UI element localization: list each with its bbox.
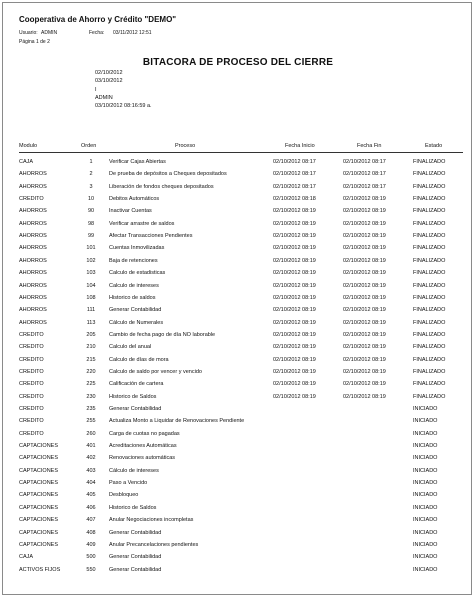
- cell-orden: 215: [86, 356, 96, 363]
- table-row: [3, 554, 471, 566]
- cell-orden: 111: [86, 307, 96, 314]
- cell-proceso: Cuentas Inmovilizadas: [109, 245, 165, 252]
- cell-proceso: Afectar Transacciones Pendientes: [109, 233, 193, 240]
- col-header-modulo: Modulo: [19, 143, 38, 149]
- cell-modulo: CREDITO: [19, 381, 44, 388]
- table-row: [3, 492, 471, 504]
- cell-fecha-inicio: 02/10/2012 08:18: [273, 196, 316, 203]
- cell-fecha-inicio: 02/10/2012 08:19: [273, 356, 316, 363]
- date-label: Fecha:: [89, 30, 105, 36]
- cell-modulo: CAPTACIONES: [19, 455, 59, 462]
- table-row: [3, 184, 471, 196]
- cell-proceso: Verificar arrastre de saldos: [109, 220, 175, 227]
- user-value: ADMIN: [41, 30, 58, 36]
- cell-orden: 210: [86, 344, 96, 351]
- cell-fecha-fin: 02/10/2012 08:19: [343, 245, 386, 252]
- cell-modulo: AHORROS: [19, 257, 47, 264]
- cell-modulo: AHORROS: [19, 270, 47, 277]
- table-row: [3, 320, 471, 332]
- cell-estado: FINALIZADO: [413, 159, 446, 165]
- col-header-orden: Orden: [81, 143, 97, 149]
- cell-orden: 402: [86, 455, 96, 462]
- cell-modulo: CREDITO: [19, 331, 44, 338]
- cell-proceso: Inactivar Cuentas: [109, 208, 152, 215]
- cell-estado: FINALIZADO: [413, 270, 446, 277]
- cell-orden: 103: [86, 270, 96, 277]
- col-header-proceso: Proceso: [175, 143, 196, 149]
- cell-fecha-inicio: 02/10/2012 08:19: [273, 319, 316, 326]
- cell-fecha-fin: 02/10/2012 08:19: [343, 319, 386, 326]
- cell-estado: FINALIZADO: [413, 245, 446, 252]
- cell-modulo: CREDITO: [19, 196, 44, 203]
- cell-estado: FINALIZADO: [413, 294, 446, 301]
- cell-modulo: CREDITO: [19, 418, 44, 425]
- cell-estado: FINALIZADO: [413, 196, 446, 203]
- table-row: [3, 196, 471, 208]
- header-divider: [19, 152, 463, 153]
- cell-modulo: CAPTACIONES: [19, 467, 59, 474]
- cell-fecha-inicio: 02/10/2012 08:19: [273, 393, 316, 400]
- table-row: [3, 381, 471, 393]
- col-header-estado: Estado: [425, 143, 443, 149]
- cell-orden: 2: [89, 171, 93, 178]
- cell-fecha-fin: 02/10/2012 08:19: [343, 294, 386, 301]
- cell-fecha-inicio: 02/10/2012 08:19: [273, 257, 316, 264]
- cell-fecha-inicio: 02/10/2012 08:19: [273, 294, 316, 301]
- cell-estado: INICIADO: [413, 566, 438, 573]
- cell-estado: FINALIZADO: [413, 368, 446, 375]
- info-value: 03/10/2012 08:16:59 a.: [95, 103, 152, 110]
- cell-orden: 255: [86, 418, 96, 425]
- cell-modulo: AHORROS: [19, 220, 47, 227]
- cell-fecha-fin: 02/10/2012 08:19: [343, 282, 386, 289]
- cell-fecha-fin: 02/10/2012 08:19: [343, 208, 386, 215]
- cell-modulo: CAJA: [19, 554, 34, 561]
- cell-modulo: AHORROS: [19, 319, 47, 326]
- table-row: [3, 394, 471, 406]
- cell-fecha-inicio: 02/10/2012 08:19: [273, 245, 316, 252]
- cell-proceso: Calificación de cartera: [109, 381, 164, 388]
- cell-fecha-inicio: 02/10/2012 08:19: [273, 381, 316, 388]
- date-value: 03/11/2012 12:51: [113, 30, 152, 36]
- table-row: [3, 567, 471, 579]
- cell-estado: INICIADO: [413, 430, 438, 437]
- table-row: [3, 159, 471, 171]
- cell-estado: INICIADO: [413, 541, 438, 548]
- cell-estado: FINALIZADO: [413, 233, 446, 240]
- cell-proceso: Desbloqueo: [109, 492, 139, 499]
- cell-orden: 550: [86, 566, 96, 573]
- cell-proceso: Calculo de saldo por vencer y vencido: [109, 368, 202, 375]
- cell-estado: FINALIZADO: [413, 220, 446, 227]
- cell-estado: INICIADO: [413, 554, 438, 561]
- cell-estado: INICIADO: [413, 517, 438, 524]
- cell-fecha-inicio: 02/10/2012 08:19: [273, 208, 316, 215]
- cell-proceso: Anular Precancelaciones pendientes: [109, 541, 199, 548]
- table-row: [3, 270, 471, 282]
- cell-estado: INICIADO: [413, 418, 438, 425]
- cell-orden: 404: [86, 480, 96, 487]
- cell-proceso: Cálculo de intereses: [109, 467, 159, 474]
- cell-fecha-fin: 02/10/2012 08:19: [343, 196, 386, 203]
- cell-estado: FINALIZADO: [413, 171, 446, 178]
- organization-name: Cooperativa de Ahorro y Crédito "DEMO": [19, 15, 177, 24]
- cell-proceso: Renovaciones automáticas: [109, 455, 176, 462]
- table-row: [3, 443, 471, 455]
- cell-modulo: CREDITO: [19, 344, 44, 351]
- cell-orden: 3: [89, 183, 93, 190]
- cell-fecha-fin: 02/10/2012 08:19: [343, 393, 386, 400]
- cell-modulo: CAPTACIONES: [19, 504, 59, 511]
- cell-proceso: Calculo de días de mora: [109, 356, 169, 363]
- cell-proceso: Anular Negociaciones incompletas: [109, 517, 194, 524]
- cell-estado: INICIADO: [413, 443, 438, 450]
- cell-fecha-inicio: 02/10/2012 08:19: [273, 368, 316, 375]
- cell-fecha-inicio: 02/10/2012 08:17: [273, 159, 316, 165]
- cell-modulo: AHORROS: [19, 282, 47, 289]
- page-number: Página 1 de 2: [19, 39, 50, 45]
- table-row: [3, 233, 471, 245]
- cell-orden: 104: [86, 282, 96, 289]
- cell-fecha-inicio: 02/10/2012 08:19: [273, 331, 316, 338]
- cell-orden: 235: [86, 406, 96, 412]
- cell-estado: INICIADO: [413, 504, 438, 511]
- cell-orden: 101: [86, 245, 96, 252]
- cell-estado: INICIADO: [413, 455, 438, 462]
- cell-proceso: Actualiza Monto a Liquidar de Renovaciones Pendiente: [109, 418, 245, 425]
- cell-proceso: Baja de retenciones: [109, 257, 158, 264]
- cell-estado: INICIADO: [413, 529, 438, 536]
- cell-fecha-fin: 02/10/2012 08:19: [343, 307, 386, 314]
- table-row: [3, 258, 471, 270]
- cell-proceso: Historico de Saldos: [109, 393, 157, 400]
- cell-estado: FINALIZADO: [413, 393, 446, 400]
- cell-estado: FINALIZADO: [413, 381, 446, 388]
- table-row: [3, 208, 471, 220]
- cell-orden: 108: [86, 294, 96, 301]
- cell-estado: INICIADO: [413, 492, 438, 499]
- cell-proceso: Paso a Vencido: [109, 480, 148, 487]
- cell-fecha-inicio: 02/10/2012 08:19: [273, 344, 316, 351]
- col-header-fecha-inicio: Fecha Inicio: [285, 143, 315, 149]
- cell-proceso: Acreditaciones Automáticas: [109, 443, 177, 450]
- cell-estado: INICIADO: [413, 406, 438, 412]
- cell-modulo: CREDITO: [19, 430, 44, 437]
- cell-modulo: CAPTACIONES: [19, 480, 59, 487]
- cell-fecha-inicio: 02/10/2012 08:19: [273, 307, 316, 314]
- cell-orden: 1: [89, 159, 93, 165]
- cell-fecha-fin: 02/10/2012 08:19: [343, 368, 386, 375]
- cell-fecha-fin: 02/10/2012 08:17: [343, 171, 386, 178]
- table-row: [3, 542, 471, 554]
- cell-orden: 102: [86, 257, 96, 264]
- cell-estado: FINALIZADO: [413, 319, 446, 326]
- cell-modulo: CREDITO: [19, 393, 44, 400]
- cell-proceso: Carga de cuotas no pagadas: [109, 430, 180, 437]
- info-value: 02/10/2012: [95, 70, 123, 76]
- cell-orden: 113: [86, 319, 96, 326]
- table-row: [3, 505, 471, 517]
- user-label: Usuario:: [19, 30, 38, 36]
- table-row: [3, 171, 471, 183]
- cell-modulo: AHORROS: [19, 233, 47, 240]
- table-row: [3, 344, 471, 356]
- cell-estado: FINALIZADO: [413, 183, 446, 190]
- cell-orden: 230: [86, 393, 96, 400]
- table-row: [3, 468, 471, 480]
- table-row: [3, 332, 471, 344]
- cell-modulo: CAPTACIONES: [19, 529, 59, 536]
- cell-estado: FINALIZADO: [413, 331, 446, 338]
- table-row: [3, 455, 471, 467]
- cell-fecha-fin: 02/10/2012 08:19: [343, 331, 386, 338]
- table-row: [3, 480, 471, 492]
- cell-estado: FINALIZADO: [413, 307, 446, 314]
- cell-modulo: CREDITO: [19, 406, 44, 412]
- cell-modulo: AHORROS: [19, 171, 47, 178]
- cell-proceso: Cálculo de Numerales: [109, 319, 164, 326]
- cell-modulo: AHORROS: [19, 183, 47, 190]
- cell-proceso: Verificar Cajas Abiertas: [109, 159, 166, 165]
- cell-fecha-inicio: 02/10/2012 08:19: [273, 270, 316, 277]
- cell-fecha-fin: 02/10/2012 08:19: [343, 220, 386, 227]
- cell-orden: 260: [86, 430, 96, 437]
- cell-fecha-inicio: 02/10/2012 08:19: [273, 220, 316, 227]
- table-row: [3, 517, 471, 529]
- cell-proceso: Liberación de fondos cheques depositados: [109, 183, 214, 190]
- cell-orden: 406: [86, 504, 96, 511]
- table-row: [3, 406, 471, 418]
- table-row: [3, 369, 471, 381]
- info-value: ADMIN: [95, 94, 113, 101]
- cell-orden: 401: [86, 443, 96, 450]
- table-row: [3, 307, 471, 319]
- cell-orden: 500: [86, 554, 96, 561]
- table-row: [3, 530, 471, 542]
- cell-proceso: De prueba de depósitos a Cheques depositados: [109, 171, 227, 178]
- cell-orden: 403: [86, 467, 96, 474]
- cell-fecha-fin: 02/10/2012 08:17: [343, 159, 386, 165]
- cell-fecha-fin: 02/10/2012 08:19: [343, 257, 386, 264]
- cell-proceso: Historico de saldos: [109, 294, 156, 301]
- cell-orden: 10: [87, 196, 95, 203]
- cell-proceso: Calculo de estadisticas: [109, 270, 166, 277]
- cell-modulo: CAPTACIONES: [19, 517, 59, 524]
- cell-proceso: Debitos Automáticos: [109, 196, 160, 203]
- cell-modulo: CAPTACIONES: [19, 492, 59, 499]
- table-row: [3, 295, 471, 307]
- report-title: BITACORA DE PROCESO DEL CIERRE: [142, 57, 334, 68]
- cell-proceso: Generar Contabilidad: [109, 406, 162, 412]
- report-page: [2, 2, 472, 595]
- table-row: [3, 221, 471, 233]
- cell-proceso: Generar Contabilidad: [109, 554, 162, 561]
- cell-orden: 407: [86, 517, 96, 524]
- cell-fecha-inicio: 02/10/2012 08:19: [273, 282, 316, 289]
- col-header-fecha-fin: Fecha Fin: [357, 143, 382, 149]
- cell-modulo: CAPTACIONES: [19, 541, 59, 548]
- cell-proceso: Historico de Saldos: [109, 504, 157, 511]
- cell-estado: INICIADO: [413, 480, 438, 487]
- cell-orden: 98: [87, 220, 95, 227]
- cell-modulo: CREDITO: [19, 356, 44, 363]
- cell-estado: FINALIZADO: [413, 356, 446, 363]
- cell-modulo: CAJA: [19, 159, 34, 165]
- cell-orden: 220: [86, 368, 96, 375]
- cell-fecha-inicio: 02/10/2012 08:17: [273, 171, 316, 178]
- cell-modulo: AHORROS: [19, 294, 47, 301]
- table-row: [3, 283, 471, 295]
- info-value: I: [95, 86, 97, 93]
- cell-orden: 205: [86, 331, 96, 338]
- cell-proceso: Generar Contabilidad: [109, 566, 162, 573]
- cell-estado: FINALIZADO: [413, 208, 446, 215]
- cell-modulo: AHORROS: [19, 307, 47, 314]
- cell-fecha-fin: 02/10/2012 08:19: [343, 233, 386, 240]
- cell-orden: 409: [86, 541, 96, 548]
- cell-orden: 225: [86, 381, 96, 388]
- info-value: 03/10/2012: [95, 78, 123, 85]
- cell-proceso: Generar Contabilidad: [109, 307, 162, 314]
- cell-fecha-fin: 02/10/2012 08:19: [343, 344, 386, 351]
- cell-fecha-inicio: 02/10/2012 08:19: [273, 233, 316, 240]
- cell-proceso: Cambio de fecha pago de día NO laborable: [109, 331, 216, 338]
- cell-fecha-inicio: 02/10/2012 08:17: [273, 183, 316, 190]
- cell-fecha-fin: 02/10/2012 08:17: [343, 183, 386, 190]
- cell-estado: INICIADO: [413, 467, 438, 474]
- cell-estado: FINALIZADO: [413, 344, 446, 351]
- cell-estado: FINALIZADO: [413, 257, 446, 264]
- cell-modulo: AHORROS: [19, 208, 47, 215]
- cell-proceso: Calculo del anual: [109, 344, 152, 351]
- table-row: [3, 431, 471, 443]
- table-row: [3, 357, 471, 369]
- cell-proceso: Generar Contabilidad: [109, 529, 162, 536]
- cell-modulo: CREDITO: [19, 368, 44, 375]
- cell-orden: 90: [87, 208, 95, 215]
- table-row: [3, 418, 471, 430]
- cell-orden: 405: [86, 492, 96, 499]
- cell-modulo: ACTIVOS FIJOS: [19, 566, 61, 573]
- cell-modulo: AHORROS: [19, 245, 47, 252]
- cell-modulo: CAPTACIONES: [19, 443, 59, 450]
- cell-fecha-fin: 02/10/2012 08:19: [343, 270, 386, 277]
- cell-estado: FINALIZADO: [413, 282, 446, 289]
- cell-fecha-fin: 02/10/2012 08:19: [343, 356, 386, 363]
- table-row: [3, 245, 471, 257]
- cell-orden: 99: [87, 233, 95, 240]
- cell-proceso: Calculo de intereses: [109, 282, 159, 289]
- cell-fecha-fin: 02/10/2012 08:19: [343, 381, 386, 388]
- cell-orden: 408: [86, 529, 96, 536]
